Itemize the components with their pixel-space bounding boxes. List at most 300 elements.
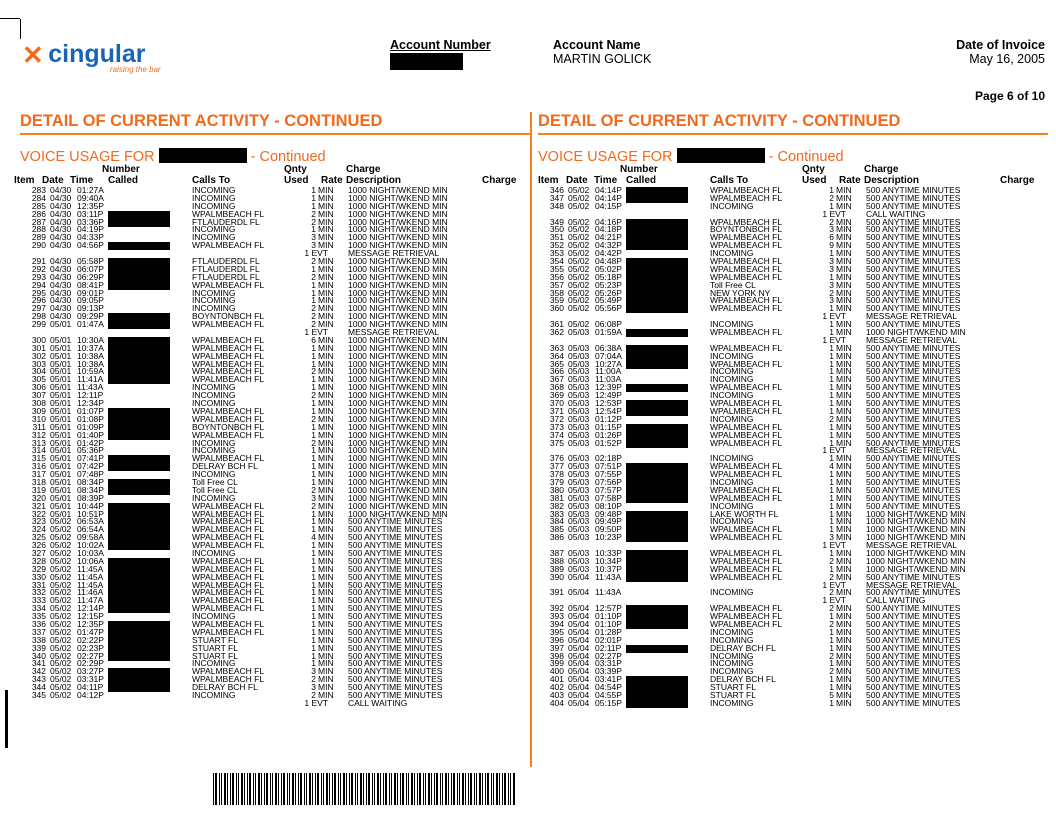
call-time: 04:11P	[77, 682, 104, 693]
qnty-unit: MIN	[318, 563, 334, 574]
qnty-used: 1	[829, 437, 834, 448]
number-redacted	[626, 282, 688, 290]
call-time: 09:29P	[77, 311, 104, 322]
qnty-unit: MIN	[836, 650, 852, 661]
number-redacted	[626, 574, 688, 582]
item-number: 336	[31, 618, 46, 629]
charge-description: 500 ANYTIME MINUTES	[866, 398, 961, 409]
qnty-unit: MIN	[836, 437, 852, 448]
call-time: 11:45A	[77, 579, 104, 590]
number-redacted	[626, 274, 688, 282]
qnty-used: 1	[829, 358, 834, 369]
number-redacted	[108, 558, 170, 566]
item-number: 389	[549, 563, 564, 574]
calls-to: WPALMBEACH FL	[192, 618, 265, 629]
call-time: 12:34P	[77, 398, 104, 409]
qnty-unit: MIN	[836, 690, 852, 700]
qnty-used: 1	[311, 547, 316, 558]
calls-to: STUART FL	[710, 682, 756, 693]
calls-to: WPALMBEACH FL	[710, 532, 783, 543]
number-redacted	[626, 676, 688, 684]
item-number: 383	[549, 508, 564, 519]
barcode-bar	[351, 773, 353, 805]
charge-description: 1000 NIGHT/WKEND MIN	[348, 208, 448, 219]
call-date: 05/02	[568, 216, 590, 227]
qnty-used: 2	[829, 555, 834, 566]
qnty-unit: MIN	[318, 295, 334, 306]
qnty-used: 3	[311, 682, 316, 693]
call-time: 07:55P	[595, 469, 622, 480]
item-number: 325	[31, 532, 46, 543]
barcode-bar	[355, 773, 356, 805]
qnty-unit: MIN	[836, 532, 852, 543]
calls-to: WPALMBEACH FL	[192, 342, 265, 353]
call-date: 05/01	[50, 484, 72, 495]
call-time: 01:28P	[595, 626, 622, 637]
barcode-bar	[326, 773, 328, 805]
call-time: 06:07P	[77, 263, 104, 274]
item-number: 334	[31, 603, 46, 614]
number-redacted	[108, 526, 170, 534]
barcode-bar	[462, 773, 464, 805]
cingular-logo	[22, 40, 161, 74]
qnty-used: 1	[311, 342, 316, 353]
call-date: 05/02	[568, 240, 590, 251]
qnty-used: 1	[311, 650, 316, 661]
call-time: 11:46A	[77, 587, 104, 598]
call-row	[538, 697, 1048, 708]
qnty-used: 1	[311, 595, 316, 606]
qnty-unit: MIN	[318, 634, 334, 645]
calls-to: WPALMBEACH FL	[710, 484, 783, 495]
hdr-used: Used	[284, 175, 309, 186]
barcode-bar	[321, 773, 322, 805]
qnty-used: 1	[311, 524, 316, 535]
call-date: 05/03	[568, 453, 590, 464]
charge-description: 500 ANYTIME MINUTES	[866, 248, 961, 259]
charge-description: 500 ANYTIME MINUTES	[348, 555, 443, 566]
barcode-bar	[295, 773, 296, 805]
calls-to: STUART FL	[192, 650, 238, 661]
barcode-bar	[219, 773, 220, 805]
account-number-label: Account Number	[390, 38, 491, 52]
call-time: 05:02P	[595, 263, 622, 274]
calls-to: INCOMING	[192, 287, 236, 298]
call-row	[20, 697, 530, 708]
number-redacted	[626, 345, 688, 353]
number-redacted	[626, 558, 688, 566]
qnty-unit: MIN	[318, 658, 334, 669]
call-date: 04/30	[50, 200, 72, 211]
call-date: 05/02	[50, 618, 72, 629]
number-redacted	[108, 266, 170, 274]
charge-description: 500 ANYTIME MINUTES	[866, 429, 961, 440]
qnty-unit: MIN	[318, 311, 334, 322]
calls-to: WPALMBEACH FL	[192, 563, 265, 574]
calls-to: WPALMBEACH FL	[192, 666, 265, 677]
item-number: 333	[31, 595, 46, 606]
call-time: 10:02A	[77, 540, 104, 551]
qnty-used: 1	[829, 563, 834, 574]
hdr-calls-to: Calls To	[710, 175, 749, 186]
qnty-unit: MIN	[318, 476, 334, 487]
item-number: 304	[31, 366, 46, 377]
qnty-used: 2	[829, 666, 834, 677]
call-date: 05/01	[50, 500, 72, 511]
charge-description: 1000 NIGHT/WKEND MIN	[348, 476, 448, 487]
barcode-bar	[281, 773, 282, 805]
call-date: 04/30	[50, 311, 72, 322]
charge-description: 1000 NIGHT/WKEND MIN	[348, 232, 448, 243]
barcode-bar	[241, 773, 243, 805]
item-number: 363	[549, 342, 564, 353]
charge-description: 1000 NIGHT/WKEND MIN	[348, 200, 448, 211]
call-time: 09:01P	[77, 287, 104, 298]
charge-description: 500 ANYTIME MINUTES	[866, 453, 961, 464]
charge-description: 1000 NIGHT/WKEND MIN	[348, 295, 448, 306]
call-time: 10:38A	[77, 350, 104, 361]
qnty-used: 1	[829, 327, 834, 338]
barcode-bar	[283, 773, 285, 805]
barcode-bar	[249, 773, 251, 805]
item-number: 372	[549, 413, 564, 424]
qnty-used: 1	[829, 674, 834, 685]
call-time: 07:56P	[595, 476, 622, 487]
barcode-bar	[419, 773, 421, 805]
hdr-date: Date	[566, 175, 588, 186]
barcode-bar	[224, 773, 226, 805]
barcode-bar	[360, 773, 362, 805]
qnty-used: 1	[829, 516, 834, 527]
number-redacted	[626, 266, 688, 274]
qnty-unit: MIN	[836, 390, 852, 401]
call-date: 05/02	[50, 682, 72, 693]
qnty-used: 1	[311, 185, 316, 195]
qnty-unit: MIN	[318, 421, 334, 432]
call-time: 01:59A	[595, 327, 622, 338]
calls-to: INCOMING	[710, 453, 754, 464]
item-number: 388	[549, 555, 564, 566]
calls-to: INCOMING	[192, 390, 236, 401]
qnty-unit: MIN	[318, 437, 334, 448]
call-time: 09:05P	[77, 295, 104, 306]
charge-description: MESSAGE RETRIEVAL	[348, 248, 440, 259]
qnty-unit: MIN	[318, 232, 334, 243]
charge-description: 1000 NIGHT/WKEND MIN	[348, 484, 448, 495]
charge-description: 1000 NIGHT/WKEND MIN	[348, 271, 448, 282]
call-row	[20, 692, 530, 700]
item-number: 315	[31, 453, 46, 464]
call-date: 05/03	[568, 398, 590, 409]
call-date: 05/03	[568, 374, 590, 385]
call-date: 05/02	[568, 232, 590, 243]
number-redacted	[626, 384, 688, 392]
call-date: 05/02	[50, 555, 72, 566]
call-time: 12:35P	[77, 618, 104, 629]
call-date: 05/03	[568, 429, 590, 440]
call-date: 04/30	[50, 279, 72, 290]
qnty-used: 3	[829, 279, 834, 290]
calls-to: WPALMBEACH FL	[710, 271, 783, 282]
qnty-unit: MIN	[318, 429, 334, 440]
call-date: 05/02	[50, 579, 72, 590]
qnty-unit: MIN	[836, 476, 852, 487]
item-number: 318	[31, 476, 46, 487]
item-number: 357	[549, 279, 564, 290]
qnty-used: 1	[311, 476, 316, 487]
item-number: 378	[549, 469, 564, 480]
qnty-used: 1	[829, 366, 834, 377]
calls-to: INCOMING	[710, 248, 754, 259]
invoice-date: May 16, 2005	[969, 52, 1045, 66]
barcode-bar	[372, 773, 373, 805]
calls-to: STUART FL	[710, 690, 756, 700]
item-number: 369	[549, 390, 564, 401]
qnty-unit: MIN	[318, 547, 334, 558]
barcode-bar	[374, 773, 375, 805]
qnty-unit: MIN	[318, 350, 334, 361]
qnty-used: 1 EVT	[304, 248, 328, 259]
item-number: 300	[31, 334, 46, 345]
qnty-unit: MIN	[318, 461, 334, 472]
call-date: 05/01	[50, 382, 72, 393]
hdr-description: Description	[864, 175, 920, 186]
calls-to: WPALMBEACH FL	[710, 469, 783, 480]
call-date: 05/04	[568, 658, 590, 669]
number-redacted	[108, 574, 170, 582]
calls-to: WPALMBEACH FL	[192, 366, 265, 377]
qnty-used: 2	[311, 311, 316, 322]
charge-description: 500 ANYTIME MINUTES	[348, 524, 443, 535]
call-time: 02:27P	[595, 650, 622, 661]
call-time: 06:08P	[595, 319, 622, 330]
charge-description: 1000 NIGHT/WKEND MIN	[866, 516, 966, 527]
charge-description: 500 ANYTIME MINUTES	[866, 192, 961, 203]
call-row	[538, 200, 1048, 211]
item-number: 297	[31, 303, 46, 314]
call-time: 03:11P	[77, 208, 104, 219]
item-number: 373	[549, 421, 564, 432]
calls-to: INCOMING	[710, 374, 754, 385]
calls-to: NEW YORK NY	[710, 287, 771, 298]
calls-to: WPALMBEACH FL	[192, 516, 265, 527]
call-date: 05/01	[50, 421, 72, 432]
call-time: 01:47A	[77, 319, 104, 330]
calls-to: INCOMING	[710, 476, 754, 487]
qnty-unit: MIN	[318, 484, 334, 495]
item-number: 310	[31, 413, 46, 424]
call-time: 05:18P	[595, 271, 622, 282]
barcode-bar	[287, 773, 288, 805]
number-redacted	[108, 219, 170, 227]
calls-to: WPALMBEACH FL	[192, 555, 265, 566]
call-time: 04:21P	[595, 232, 622, 243]
qnty-unit: MIN	[836, 319, 852, 330]
qnty-unit: MIN	[318, 390, 334, 401]
item-number: 287	[31, 216, 46, 227]
call-time: 10:37P	[595, 563, 622, 574]
qnty-unit: MIN	[836, 382, 852, 393]
charge-description: 500 ANYTIME MINUTES	[348, 595, 443, 606]
charge-description: 500 ANYTIME MINUTES	[866, 279, 961, 290]
right-column	[538, 112, 1048, 762]
calls-to: WPALMBEACH FL	[710, 563, 783, 574]
call-date: 05/04	[568, 634, 590, 645]
call-date: 05/02	[568, 248, 590, 259]
invoice-date-label: Date of Invoice	[956, 38, 1045, 52]
qnty-used: 1 EVT	[822, 445, 846, 456]
call-time: 01:07P	[77, 405, 104, 416]
barcode-bar	[334, 773, 336, 805]
charge-description: 500 ANYTIME MINUTES	[866, 421, 961, 432]
calls-to: INCOMING	[192, 469, 236, 480]
qnty-unit: MIN	[836, 240, 852, 251]
barcode-bar	[275, 773, 277, 805]
item-number: 306	[31, 382, 46, 393]
barcode-bar	[255, 773, 256, 805]
call-time: 04:55P	[595, 690, 622, 700]
item-number: 349	[549, 216, 564, 227]
call-date: 05/02	[50, 540, 72, 551]
charge-description: 1000 NIGHT/WKEND MIN	[348, 461, 448, 472]
qnty-unit: MIN	[318, 524, 334, 535]
charge-description: 500 ANYTIME MINUTES	[866, 358, 961, 369]
qnty-unit: MIN	[836, 524, 852, 535]
call-row	[538, 305, 1048, 313]
call-time: 04:12P	[77, 690, 104, 700]
call-date: 05/04	[568, 666, 590, 677]
calls-to: WPALMBEACH FL	[192, 240, 265, 251]
usage-subtitle	[538, 148, 1048, 165]
calls-to: INCOMING	[192, 200, 236, 211]
charge-description: 500 ANYTIME MINUTES	[348, 603, 443, 614]
barcode-bar	[434, 773, 435, 805]
qnty-used: 1	[829, 492, 834, 503]
calls-to: INCOMING	[710, 666, 754, 677]
qnty-used: 3	[311, 492, 316, 503]
item-number: 341	[31, 658, 46, 669]
qnty-used: 2	[311, 390, 316, 401]
qnty-used: 1	[311, 469, 316, 480]
qnty-used: 2	[311, 303, 316, 314]
qnty-unit: MIN	[836, 547, 852, 558]
barcode-bar	[510, 773, 511, 805]
calls-to: INCOMING	[192, 398, 236, 409]
item-number: 403	[549, 690, 564, 700]
number-redacted	[108, 637, 170, 645]
qnty-used: 2	[311, 256, 316, 267]
charge-description: 500 ANYTIME MINUTES	[866, 256, 961, 267]
qnty-unit: MIN	[318, 540, 334, 551]
call-date: 05/03	[568, 350, 590, 361]
brand-tagline: raising the bar	[110, 65, 161, 74]
charge-description: 500 ANYTIME MINUTES	[866, 240, 961, 251]
qnty-used: 1	[829, 248, 834, 259]
qnty-used: 1	[829, 547, 834, 558]
call-row	[20, 242, 530, 250]
item-number: 339	[31, 642, 46, 653]
barcode-bar	[479, 773, 481, 805]
barcode-bar	[230, 773, 231, 805]
charge-description: 1000 NIGHT/WKEND MIN	[348, 390, 448, 401]
item-number: 335	[31, 611, 46, 622]
qnty-used: 2	[829, 587, 834, 598]
qnty-unit: MIN	[318, 587, 334, 598]
charge-description: 500 ANYTIME MINUTES	[866, 650, 961, 661]
qnty-unit: MIN	[836, 216, 852, 227]
item-number: 347	[549, 192, 564, 203]
call-date: 04/30	[50, 303, 72, 314]
calls-to: INCOMING	[192, 185, 236, 195]
call-date: 05/02	[50, 524, 72, 535]
barcode-bar	[491, 773, 492, 805]
qnty-unit: MIN	[836, 185, 852, 195]
barcode-bar	[264, 773, 265, 805]
barcode-bar	[292, 773, 294, 805]
charge-description: 500 ANYTIME MINUTES	[348, 626, 443, 637]
section-title: DETAIL OF CURRENT ACTIVITY - CONTINUED	[20, 112, 530, 135]
calls-to: STUART FL	[192, 634, 238, 645]
calls-to: WPALMBEACH FL	[710, 342, 783, 353]
phone-redacted	[677, 148, 765, 163]
call-time: 10:27A	[595, 358, 622, 369]
qnty-unit: MIN	[836, 342, 852, 353]
charge-description: 1000 NIGHT/WKEND MIN	[348, 311, 448, 322]
call-time: 11:43A	[595, 587, 622, 598]
item-number: 328	[31, 555, 46, 566]
item-number: 290	[31, 240, 46, 251]
item-number: 314	[31, 445, 46, 456]
barcode-bar	[411, 773, 413, 805]
call-time: 12:14P	[77, 603, 104, 614]
number-redacted	[626, 526, 688, 534]
call-date: 05/02	[568, 200, 590, 211]
call-date: 05/02	[568, 287, 590, 298]
item-number: 358	[549, 287, 564, 298]
call-time: 02:01P	[595, 634, 622, 645]
charge-description: 500 ANYTIME MINUTES	[866, 618, 961, 629]
item-number: 299	[31, 319, 46, 330]
calls-to: INCOMING	[192, 492, 236, 503]
call-date: 05/03	[568, 461, 590, 472]
hdr-called: Called	[626, 175, 657, 186]
qnty-used: 1 EVT	[822, 595, 846, 606]
charge-description: 1000 NIGHT/WKEND MIN	[348, 192, 448, 203]
barcode-bar	[442, 773, 443, 805]
call-date: 04/30	[50, 224, 72, 235]
barcode-bar	[317, 773, 319, 805]
calls-to: WPALMBEACH FL	[192, 532, 265, 543]
column-headers	[538, 165, 1048, 187]
charge-description: 1000 NIGHT/WKEND MIN	[348, 445, 448, 456]
charge-description: 500 ANYTIME MINUTES	[866, 216, 961, 227]
barcode-bar	[397, 773, 398, 805]
charge-description: 500 ANYTIME MINUTES	[866, 413, 961, 424]
qnty-unit: MIN	[836, 571, 852, 582]
call-date: 04/30	[50, 216, 72, 227]
barcode-bar	[476, 773, 477, 805]
charge-description: 500 ANYTIME MINUTES	[348, 540, 443, 551]
qnty-used: 1	[311, 516, 316, 527]
barcode-bar	[323, 773, 324, 805]
barcode-bar	[253, 773, 254, 805]
charge-description: 500 ANYTIME MINUTES	[866, 682, 961, 693]
charge-description: 1000 NIGHT/WKEND MIN	[348, 500, 448, 511]
number-redacted	[626, 297, 688, 305]
qnty-used: 1	[829, 611, 834, 622]
qnty-unit: MIN	[318, 200, 334, 211]
item-number: 400	[549, 666, 564, 677]
